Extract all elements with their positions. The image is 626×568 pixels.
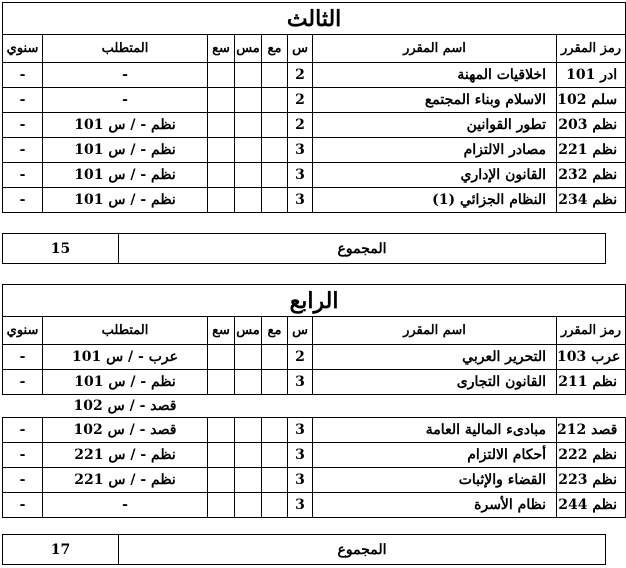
course-name-cell: التحرير العربي [313, 345, 557, 370]
course-name-cell: مصادر الالتزام [313, 138, 557, 163]
annual-cell: - [3, 418, 43, 443]
course-name-cell: نظام الأسرة [313, 493, 557, 518]
course-code-cell: 244 نظم [557, 493, 626, 518]
total-value: 17 [3, 535, 119, 565]
credit-cell: 2 [288, 113, 313, 138]
section-4-table [2, 284, 626, 518]
course-code-cell: 103 عرب [557, 345, 626, 370]
header-prereq: المتطلب [43, 35, 208, 63]
credit-cell: 3 [288, 370, 313, 395]
prereq-cell: 101 نظم - / س [43, 138, 208, 163]
header-sa: سع [208, 317, 235, 345]
course-code-cell: 222 نظم [557, 443, 626, 468]
prereq-cell: 101 نظم - / س [43, 163, 208, 188]
prereq-continuation-row [3, 395, 626, 418]
table-row [3, 88, 626, 113]
prereq-cell: 101 نظم - / س [43, 113, 208, 138]
course-code-cell: 102 سلم [557, 88, 626, 113]
table-row [3, 113, 626, 138]
course-code-cell: 223 نظم [557, 468, 626, 493]
credit-cell: 3 [288, 468, 313, 493]
course-name-cell: القانون الإداري [313, 163, 557, 188]
prereq-cell: - [43, 63, 208, 88]
annual-cell: - [3, 63, 43, 88]
credit-cell: 3 [288, 493, 313, 518]
annual-cell: - [3, 163, 43, 188]
course-name-cell: القانون التجارى [313, 370, 557, 395]
credit-cell: 3 [288, 188, 313, 213]
annual-cell: - [3, 443, 43, 468]
course-name-cell: تطور القوانين [313, 113, 557, 138]
header-annual: سنوي [3, 317, 43, 345]
course-name-cell: القضاء والإثبات [313, 468, 557, 493]
section-title: الثالث [3, 3, 626, 35]
prereq-cell: 221 نظم - / س [43, 443, 208, 468]
section-3-total [2, 233, 606, 264]
table-row [3, 418, 626, 443]
annual-cell: - [3, 138, 43, 163]
annual-cell: - [3, 345, 43, 370]
annual-cell: - [3, 493, 43, 518]
course-name-cell: اخلاقيات المهنة [313, 63, 557, 88]
annual-cell: - [3, 370, 43, 395]
table-row [3, 63, 626, 88]
header-name: اسم المقرر [313, 317, 557, 345]
prereq-cell: 221 نظم - / س [43, 468, 208, 493]
section-title: الرابع [3, 285, 626, 317]
prereq-cell: - [43, 88, 208, 113]
course-code-cell: 232 نظم [557, 163, 626, 188]
header-name: اسم المقرر [313, 35, 557, 63]
header-code: رمز المقرر [557, 35, 626, 63]
table-row [3, 370, 626, 395]
table-row [3, 493, 626, 518]
header-ms: مس [235, 35, 262, 63]
table-row [3, 138, 626, 163]
header-s: س [288, 35, 313, 63]
course-code-cell: 211 نظم [557, 370, 626, 395]
prereq-extra-cell: 102 قصد - / س [73, 398, 177, 414]
header-s: س [288, 317, 313, 345]
header-ms: مس [235, 317, 262, 345]
course-code-cell: 221 نظم [557, 138, 626, 163]
credit-cell: 2 [288, 63, 313, 88]
course-name-cell: الاسلام وبناء المجتمع [313, 88, 557, 113]
course-name-cell: النظام الجزائي (1) [313, 188, 557, 213]
credit-cell: 3 [288, 418, 313, 443]
prereq-cell: 101 عرب - / س [43, 345, 208, 370]
header-annual: سنوي [3, 35, 43, 63]
total-value: 15 [3, 234, 119, 264]
section-3-table [2, 2, 626, 213]
credit-cell: 3 [288, 138, 313, 163]
annual-cell: - [3, 113, 43, 138]
annual-cell: - [3, 188, 43, 213]
header-ma: مع [262, 35, 288, 63]
header-ma: مع [262, 317, 288, 345]
total-label: المجموع [119, 234, 606, 264]
annual-cell: - [3, 468, 43, 493]
course-code-cell: 203 نظم [557, 113, 626, 138]
prereq-cell: 102 قصد - / س [43, 418, 208, 443]
credit-cell: 3 [288, 443, 313, 468]
prereq-cell: - [43, 493, 208, 518]
prereq-cell: 101 نظم - / س [43, 370, 208, 395]
table-row [3, 468, 626, 493]
header-code: رمز المقرر [557, 317, 626, 345]
table-row [3, 443, 626, 468]
total-label: المجموع [119, 535, 606, 565]
table-row [3, 163, 626, 188]
course-code-cell: 101 ادر [557, 63, 626, 88]
course-name-cell: مبادىء المالية العامة [313, 418, 557, 443]
prereq-cell: 101 نظم - / س [43, 188, 208, 213]
section-4-total [2, 534, 606, 565]
course-name-cell: أحكام الالتزام [313, 443, 557, 468]
credit-cell: 3 [288, 163, 313, 188]
course-code-cell: 212 قصد [557, 418, 626, 443]
header-sa: سع [208, 35, 235, 63]
header-prereq: المتطلب [43, 317, 208, 345]
credit-cell: 2 [288, 88, 313, 113]
table-row [3, 188, 626, 213]
credit-cell: 2 [288, 345, 313, 370]
table-row [3, 345, 626, 370]
course-code-cell: 234 نظم [557, 188, 626, 213]
annual-cell: - [3, 88, 43, 113]
